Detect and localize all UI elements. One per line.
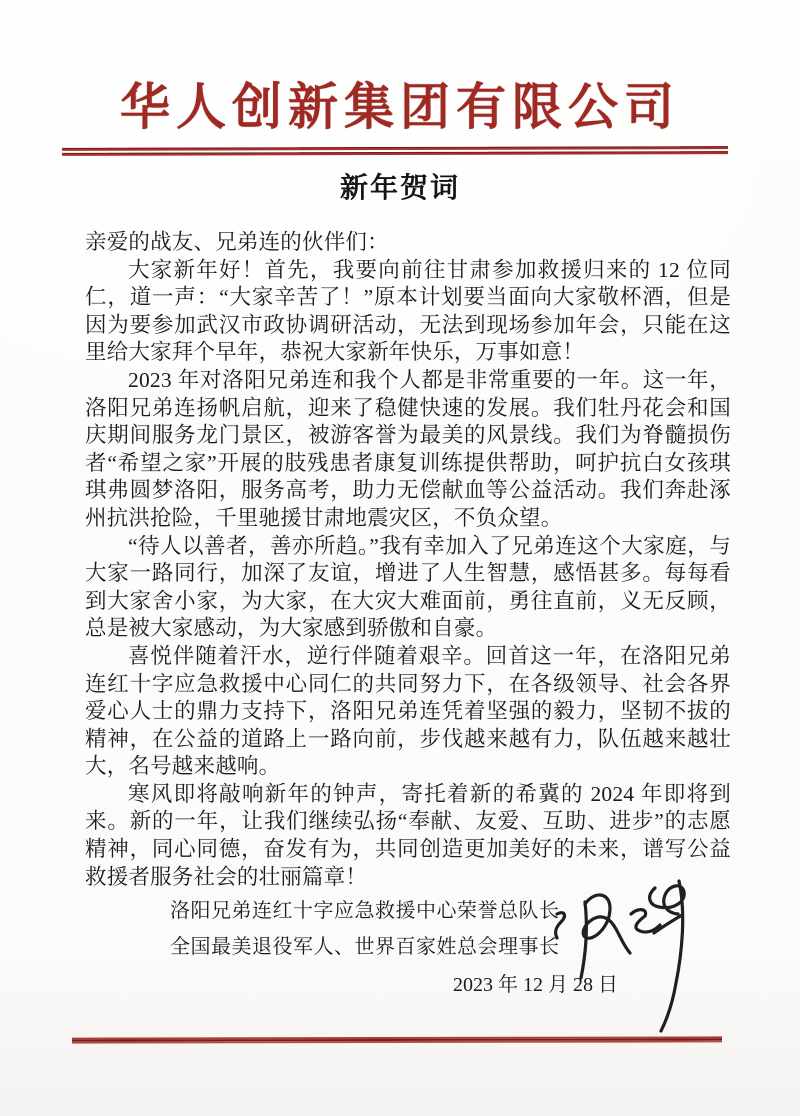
paragraph-2: 2023 年对洛阳兄弟连和我个人都是非常重要的一年。这一年，洛阳兄弟连扬帆启航，迎来了稳健快速的发展。我们牡丹花会和国庆期间服务龙门景区，被游客誉为最美的风景线。我们为脊髓损伤者“希望之家”开展的肢残患者康复训练提供帮助，呵护抗白女孩琪琪弗圆梦洛阳，服务高考，助力无偿献血等公益活动。我们奔赴涿州抗洪抢险，千里驰援甘肃地震灾区，不负众望。 (85, 367, 731, 530)
signature-titles (170, 893, 560, 965)
paragraph-4: 喜悦伴随着汗水，逆行伴随着艰辛。回首这一年，在洛阳兄弟连红十字应急救援中心同仁的共同努力下，在各级领导、社会各界爱心人士的鼎力支持下，洛阳兄弟连凭着坚强的毅力，坚韧不拔的精神，在公益的道路上一路向前，步伐越来越有力，队伍越来越壮大，名号越来越响。 (85, 643, 731, 779)
paragraph-1: 大家新年好！首先，我要向前往甘肃参加救援归来的 12 位同仁，道一声：“大家辛苦了！”原本计划要当面向大家敬杯酒，但是因为要参加武汉市政协调研活动，无法到现场参加年会，只能在这里给大家拜个早年，恭祝大家新年快乐，万事如意！ (85, 257, 731, 365)
signature-title-line2: 全国最美退役军人、世界百家姓总会理事长 (170, 936, 560, 958)
paragraph-3: “待人以善者，善亦所趋。”我有幸加入了兄弟连这个大家庭，与大家一路同行，加深了友谊，增进了人生智慧，感悟甚多。每每看到大家舍小家，为大家，在大灾大难面前，勇往直前，义无反顾，总是被大家感动，为大家感到骄傲和自豪。 (85, 533, 731, 641)
letter-date: 2023 年 12 月 28 日 (453, 974, 618, 996)
salutation: 亲爱的战友、兄弟连的伙伴们： (85, 230, 389, 254)
signature-scrawl-icon (543, 868, 703, 1043)
footer-rule (72, 1036, 722, 1043)
signature-title-line1: 洛阳兄弟连红十字应急救援中心荣誉总队长 (170, 900, 560, 922)
letter-body (85, 229, 731, 891)
letter-title: 新年贺词 (339, 172, 460, 203)
rule-line (62, 151, 728, 156)
company-name: 华人创新集团有限公司 (120, 79, 680, 135)
paragraph-5: 寒风即将敲响新年的钟声，寄托着新的希冀的 2024 年即将到来。新的一年，让我们继续弘扬“奉献、友爱、互助、进步”的志愿精神，同心同德，奋发有为，共同创造更加美好的未来，谱写公益救援者服务社会的壮丽篇章！ (85, 781, 731, 889)
letterhead-double-rule (62, 146, 728, 156)
